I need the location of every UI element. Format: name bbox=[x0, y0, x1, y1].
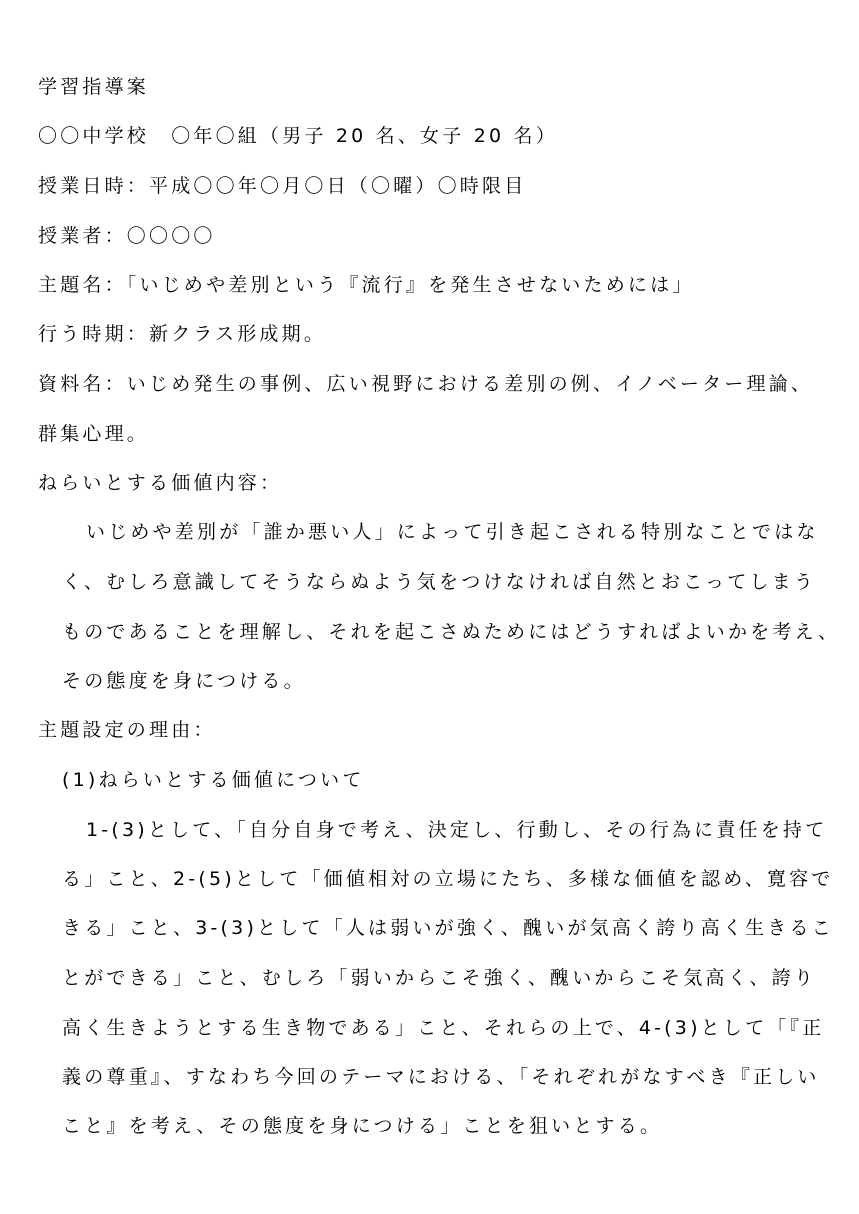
value-body-line: く、むしろ意識してそうならぬよう気をつけなければ自然とおこってしまう bbox=[62, 571, 817, 593]
reason-body-line: る」こと、2-(5)として「価値相対の立場にたち、多様な価値を認め、寛容で bbox=[62, 868, 834, 890]
theme-name: 主題名：「いじめや差別という『流行』を発生させないためには」 bbox=[38, 274, 695, 296]
value-heading: ねらいとする価値内容： bbox=[38, 472, 283, 494]
reason-subheading: (1)ねらいとする価値について bbox=[62, 769, 365, 791]
materials-line: 群集心理。 bbox=[38, 423, 150, 445]
reason-body-line: 義の尊重』、すなわち今回のテーマにおける、「それぞれがなすべき『正しい bbox=[62, 1066, 820, 1088]
reason-body-line: こと』を考え、その態度を身につける」ことを狙いとする。 bbox=[62, 1115, 663, 1137]
materials-line: 資料名：いじめ発生の事例、広い視野における差別の例、イノベーター理論、 bbox=[38, 373, 814, 395]
reason-body-line: きる」こと、3-(3)として「人は弱いが強く、醜いが気高く誇り高く生きるこ bbox=[62, 917, 834, 939]
reason-heading: 主題設定の理由： bbox=[38, 719, 216, 741]
reason-body-line: 1-(3)として、「自分自身で考え、決定し、行動し、その行為に責任を持て bbox=[86, 819, 828, 841]
document-title: 学習指導案 bbox=[38, 76, 150, 98]
class-info: 〇〇中学校 〇年〇組（男子 20 名、女子 20 名） bbox=[38, 125, 558, 147]
lesson-datetime: 授業日時：平成〇〇年〇月〇日（〇曜）〇時限目 bbox=[38, 175, 527, 197]
value-body-line: いじめや差別が「誰か悪い人」によって引き起こされる特別なことではな bbox=[86, 521, 819, 543]
lesson-timing: 行う時期：新クラス形成期。 bbox=[38, 323, 327, 345]
value-body-line: その態度を身につける。 bbox=[62, 670, 306, 692]
reason-body-line: 高く生きようとする生き物である」こと、それらの上で、4-(3)として「『正 bbox=[62, 1017, 825, 1039]
value-body-line: ものであることを理解し、それを起こさぬためにはどうすればよいかを考え、 bbox=[62, 621, 841, 643]
teacher-name: 授業者：〇〇〇〇 bbox=[38, 225, 216, 247]
reason-body-line: とができる」こと、むしろ「弱いからこそ強く、醜いからこそ気高く、誇り bbox=[62, 967, 817, 989]
